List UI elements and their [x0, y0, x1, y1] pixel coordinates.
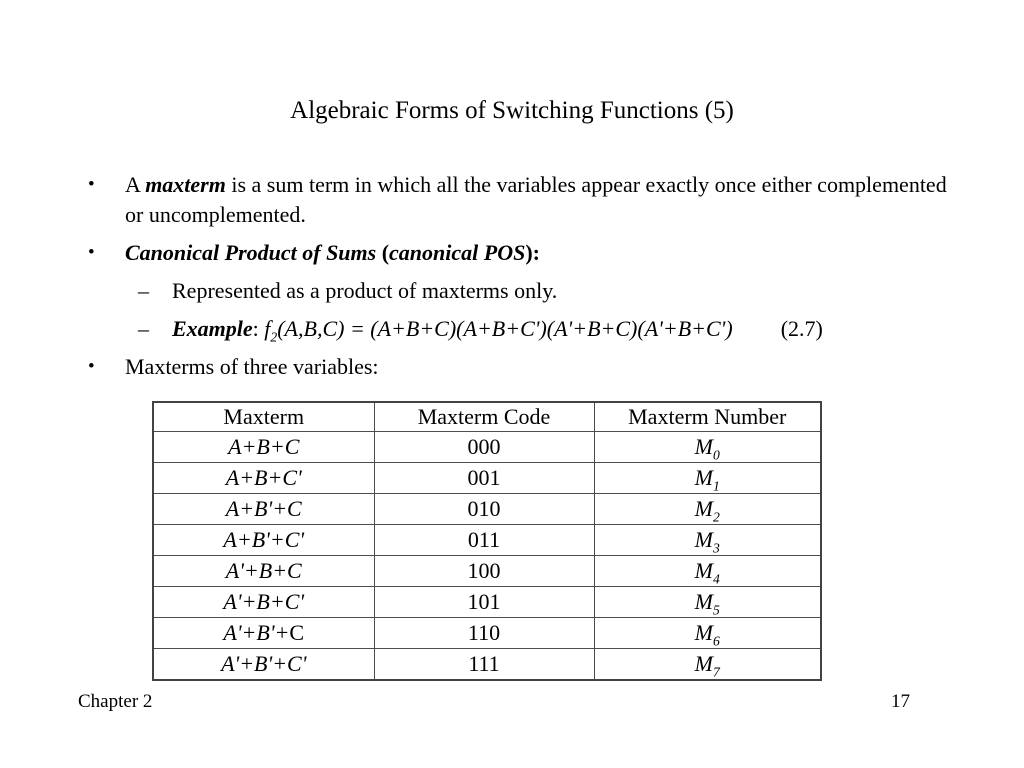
table-header-row [153, 402, 821, 432]
bullet-text: Maxterms of three variables: [125, 354, 379, 379]
table-row [153, 618, 821, 649]
maxterm-number-symbol: M [694, 651, 713, 676]
table-row [153, 494, 821, 525]
table-header-maxterm-code: Maxterm Code [374, 402, 594, 432]
table-row [153, 432, 821, 463]
footer-chapter: Chapter 2 [78, 691, 153, 712]
table-row [153, 463, 821, 494]
cell-number [594, 587, 821, 618]
maxterm-number-subscript: 0 [713, 447, 720, 463]
cell-maxterm [153, 649, 374, 681]
cell-maxterm [153, 556, 374, 587]
cell-code: 000 [374, 432, 594, 463]
table-row [153, 649, 821, 681]
cell-number [594, 649, 821, 681]
bullet-maxterms-three-variables [0, 352, 1024, 382]
bullet-text: ): [525, 240, 540, 265]
cell-code: 110 [374, 618, 594, 649]
canonical-pos-term: Canonical Product of Sums [125, 240, 377, 265]
maxterm-number-symbol: M [694, 527, 713, 552]
maxterm-expression: A+B+C' [225, 465, 302, 490]
cell-maxterm [153, 525, 374, 556]
bullet-dot-icon: • [88, 356, 95, 377]
cell-maxterm [153, 463, 374, 494]
cell-code: 011 [374, 525, 594, 556]
dash-icon: – [138, 316, 149, 341]
maxterm-expression: A'+B+C' [223, 589, 305, 614]
maxterm-expression: A'+B'+C' [221, 651, 307, 676]
sub-bullet-text: Represented as a product of maxterms only. [172, 278, 558, 303]
cell-code: 001 [374, 463, 594, 494]
example-colon: : [252, 316, 265, 341]
cell-number [594, 432, 821, 463]
maxterm-expression: A'+B'+ [223, 620, 290, 645]
cell-maxterm [153, 587, 374, 618]
table-row [153, 525, 821, 556]
bullet-dot-icon: • [88, 174, 95, 195]
dash-icon: – [138, 278, 149, 303]
function-subscript: 2 [270, 329, 278, 345]
cell-code: 010 [374, 494, 594, 525]
cell-maxterm [153, 432, 374, 463]
maxterm-expression: A'+B+C [225, 558, 302, 583]
equation-number: (2.7) [780, 316, 823, 341]
bullet-dot-icon: • [88, 242, 95, 263]
equation: (A,B,C) = (A+B+C)(A+B+C')(A'+B+C)(A'+B+C') [277, 316, 733, 341]
maxterm-expression-tail: C [289, 620, 305, 645]
table-row [153, 587, 821, 618]
slide-title: Algebraic Forms of Switching Functions (5) [290, 97, 734, 124]
bullet-text: ( [376, 240, 390, 265]
footer-page-number: 17 [891, 691, 910, 712]
maxterm-number-symbol: M [694, 465, 713, 490]
maxterm-number-subscript: 1 [713, 478, 720, 494]
cell-number [594, 525, 821, 556]
bullet-canonical-pos [0, 238, 1024, 268]
maxterm-number-subscript: 3 [713, 540, 720, 556]
maxterm-expression: A+B'+C' [223, 527, 305, 552]
maxterm-number-symbol: M [694, 589, 713, 614]
cell-code: 111 [374, 649, 594, 681]
cell-code: 101 [374, 587, 594, 618]
table-header-maxterm-number: Maxterm Number [594, 402, 821, 432]
maxterm-number-subscript: 6 [713, 633, 720, 649]
maxterm-number-subscript: 7 [713, 664, 720, 680]
sub-bullet-example [0, 314, 1024, 344]
cell-number [594, 618, 821, 649]
maxterm-number-symbol: M [694, 496, 713, 521]
cell-number [594, 463, 821, 494]
cell-maxterm [153, 494, 374, 525]
cell-number [594, 556, 821, 587]
function-symbol: f [264, 316, 271, 341]
maxterm-number-subscript: 2 [713, 509, 720, 525]
bullet-maxterm-definition [0, 170, 1024, 230]
cell-maxterm [153, 618, 374, 649]
maxterm-number-symbol: M [694, 434, 713, 459]
table-row [153, 556, 821, 587]
maxterm-number-symbol: M [694, 558, 713, 583]
canonical-pos-abbrev: canonical POS [389, 240, 526, 265]
table-header-maxterm: Maxterm [153, 402, 374, 432]
maxterms-table [152, 401, 822, 681]
maxterm-expression: A+B+C [228, 434, 300, 459]
bullet-text: is a sum term in which all the variables appear exactly once either complemented or uncomplemented. [125, 172, 947, 227]
sub-bullet-represented [0, 276, 1024, 306]
maxterm-number-subscript: 5 [713, 602, 720, 618]
maxterm-number-subscript: 4 [713, 571, 720, 587]
cell-code: 100 [374, 556, 594, 587]
maxterm-number-symbol: M [694, 620, 713, 645]
cell-number [594, 494, 821, 525]
maxterm-expression: A+B'+C [225, 496, 302, 521]
example-label: Example [172, 316, 253, 341]
slide-body [0, 170, 1024, 681]
maxterm-term: maxterm [145, 172, 226, 197]
bullet-text: A [125, 172, 146, 197]
